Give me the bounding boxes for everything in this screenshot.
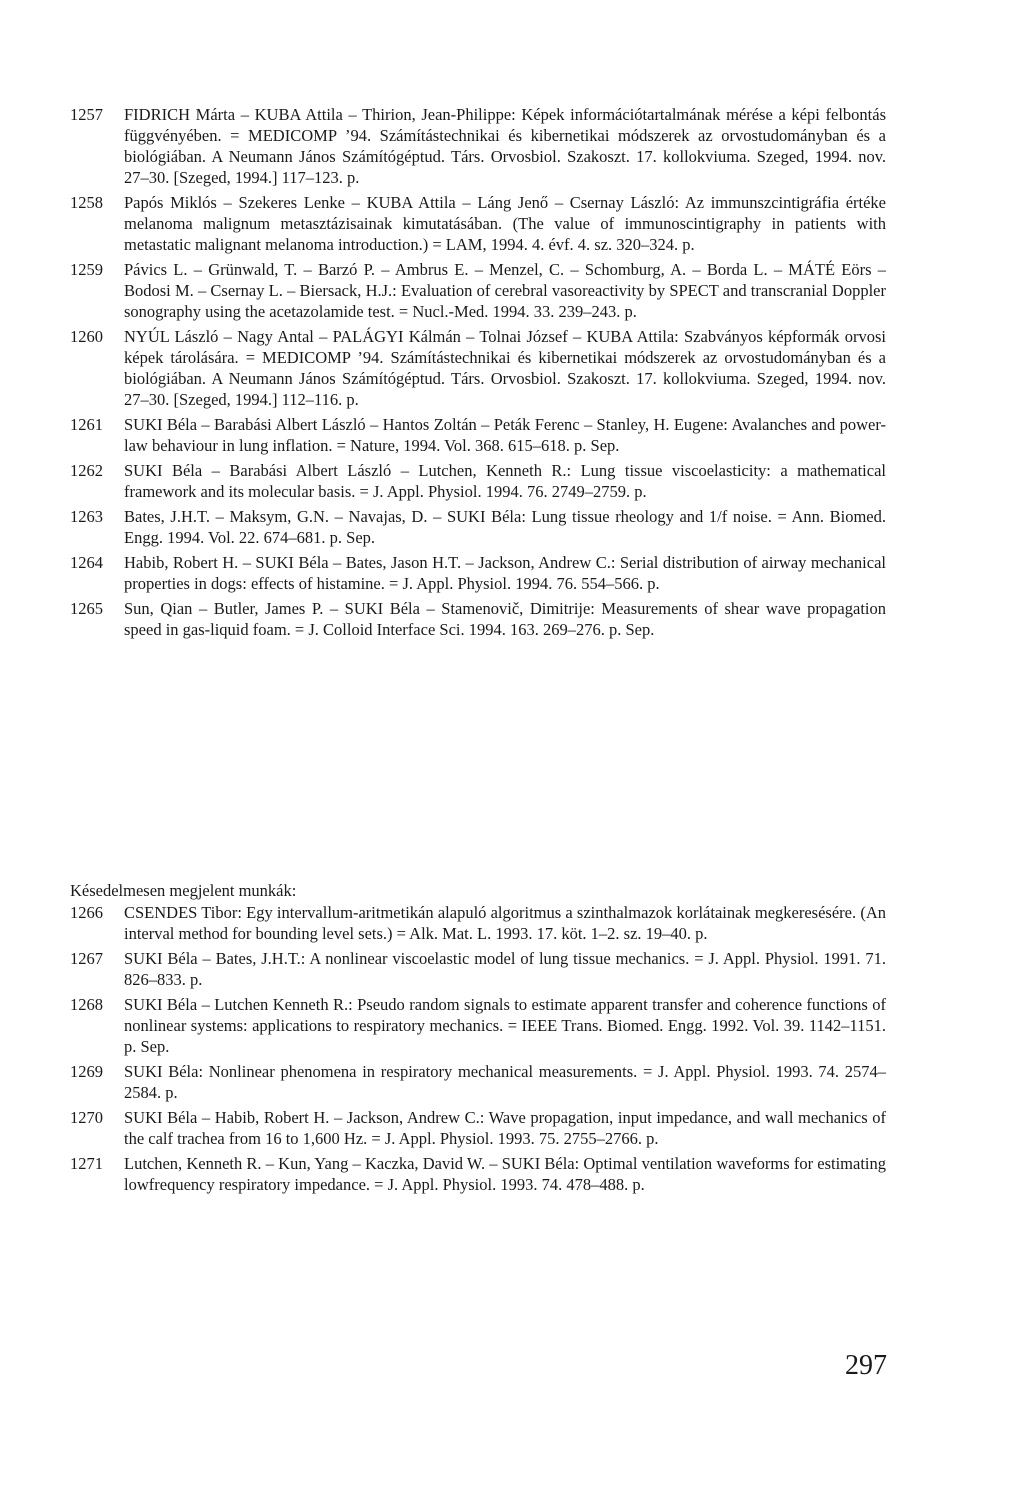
entry-text: Habib, Robert H. – SUKI Béla – Bates, Jason H.T. – Jackson, Andrew C.: Serial distribution of airway mechanical properties in dogs: effects of histamine. = J. Appl. Physiol. 1994. 76. 554–566. p. [124, 553, 886, 593]
entry-number: 1257 [70, 105, 103, 124]
entry-text: SUKI Béla – Barabási Albert László – Lutchen, Kenneth R.: Lung tissue viscoelasticity: a mathematical framework and its molecular basis. = J. Appl. Physiol. 1994. 76. 2749–2759. p. [124, 461, 886, 501]
entry-text: Sun, Qian – Butler, James P. – SUKI Béla – Stamenovič, Dimitrije: Measurements of shear wave propagation speed in gas-liquid foam. = J. Colloid Interface Sci. 1994. 163. 269–276. p. Sep. [124, 599, 886, 639]
entry-number: 1266 [70, 903, 103, 922]
entry-number: 1259 [70, 260, 103, 279]
entry-1263 [70, 506, 886, 548]
entry-number: 1265 [70, 599, 103, 618]
entry-1266 [70, 902, 886, 944]
entry-1268 [70, 994, 886, 1057]
entry-number: 1261 [70, 415, 103, 434]
entry-1269 [70, 1061, 886, 1103]
entry-text: Bates, J.H.T. – Maksym, G.N. – Navajas, D. – SUKI Béla: Lung tissue rheology and 1/f noise. = Ann. Biomed. Engg. 1994. Vol. 22. 674–681. p. Sep. [124, 507, 886, 547]
entry-text: SUKI Béla: Nonlinear phenomena in respiratory mechanical measurements. = J. Appl. Physiol. 1993. 74. 2574–2584. p. [124, 1062, 886, 1102]
entry-number: 1260 [70, 327, 103, 346]
entry-number: 1262 [70, 461, 103, 480]
entry-text: NYÚL László – Nagy Antal – PALÁGYI Kálmán – Tolnai József – KUBA Attila: Szabványos képformák orvosi képek tárolására. = MEDICOMP ’94. Számítástechnikai és kibernetikai módszerek az orvostudományban és a biológiában. A Neumann János Számítógéptud. Társ. Orvosbiol. Szakoszt. 17. kollokviuma. Szeged, 1994. nov. 27–30. [Szeged, 1994.] 112–116. p. [124, 327, 886, 409]
entry-number: 1269 [70, 1062, 103, 1081]
entry-text: Pávics L. – Grünwald, T. – Barzó P. – Ambrus E. – Menzel, C. – Schomburg, A. – Borda L. – MÁTÉ Eörs – Bodosi M. – Csernay L. – Biersack, H.J.: Evaluation of cerebral vasoreactivity by SPECT and transcranial Doppler sonography using the acetazolamide test. = Nucl.-Med. 1994. 33. 239–243. p. [124, 260, 886, 321]
entry-text: CSENDES Tibor: Egy intervallum-aritmetikán alapuló algoritmus a szinthalmazok korlátainak megkeresésére. (An interval method for bounding level sets.) = Alk. Mat. L. 1993. 17. köt. 1–2. sz. 19–40. p. [124, 903, 886, 943]
entry-1260 [70, 326, 886, 410]
entry-1262 [70, 460, 886, 502]
entry-1267 [70, 948, 886, 990]
entry-1265 [70, 598, 886, 640]
entry-number: 1271 [70, 1154, 103, 1173]
entry-1270 [70, 1107, 886, 1149]
late-works-heading: Késedelmesen megjelent munkák: [70, 881, 297, 900]
entry-number: 1268 [70, 995, 103, 1014]
entry-text: Lutchen, Kenneth R. – Kun, Yang – Kaczka, David W. – SUKI Béla: Optimal ventilation waveforms for estimating lowfrequency respiratory impedance. = J. Appl. Physiol. 1993. 74. 478–488. p. [124, 1154, 886, 1194]
entry-1257 [70, 104, 886, 188]
entry-1258 [70, 192, 886, 255]
entry-1264 [70, 552, 886, 594]
entry-number: 1264 [70, 553, 103, 572]
entry-text: SUKI Béla – Barabási Albert László – Hantos Zoltán – Peták Ferenc – Stanley, H. Eugene: Avalanches and power-law behaviour in lung inflation. = Nature, 1994. Vol. 368. 615–618. p. Sep. [124, 415, 886, 455]
entry-number: 1270 [70, 1108, 103, 1127]
page-number: 297 [845, 1350, 887, 1381]
entry-1271 [70, 1153, 886, 1195]
entry-number: 1267 [70, 949, 103, 968]
entry-number: 1263 [70, 507, 103, 526]
entry-text: FIDRICH Márta – KUBA Attila – Thirion, Jean-Philippe: Képek információtartalmának mérése a képi felbontás függvényében. = MEDICOMP ’94. Számítástechnikai és kibernetikai módszerek az orvostudományban és a biológiában. A Neumann János Számítógéptud. Társ. Orvosbiol. Szakoszt. 17. kollokviuma. Szeged, 1994. nov. 27–30. [Szeged, 1994.] 117–123. p. [124, 105, 886, 187]
entry-1259 [70, 259, 886, 322]
entry-text: SUKI Béla – Lutchen Kenneth R.: Pseudo random signals to estimate apparent transfer and coherence functions of nonlinear systems: applications to respiratory mechanics. = IEEE Trans. Biomed. Engg. 1992. Vol. 39. 1142–1151. p. Sep. [124, 995, 886, 1056]
entry-text: SUKI Béla – Habib, Robert H. – Jackson, Andrew C.: Wave propagation, input impedance, and wall mechanics of the calf trachea from 16 to 1,600 Hz. = J. Appl. Physiol. 1993. 75. 2755–2766. p. [124, 1108, 886, 1148]
entry-text: SUKI Béla – Bates, J.H.T.: A nonlinear viscoelastic model of lung tissue mechanics. = J. Appl. Physiol. 1991. 71. 826–833. p. [124, 949, 886, 989]
bibliography-entries [70, 104, 886, 644]
entry-1261 [70, 414, 886, 456]
entry-number: 1258 [70, 193, 103, 212]
entry-text: Papós Miklós – Szekeres Lenke – KUBA Attila – Láng Jenő – Csernay László: Az immunszcintigráfia értéke melanoma malignum metasztázisainak kimutatásában. (The value of immunoscintigraphy in patients with metastatic malignant melanoma introduction.) = LAM, 1994. 4. évf. 4. sz. 320–324. p. [124, 193, 886, 254]
late-bibliography-entries [70, 902, 886, 1199]
